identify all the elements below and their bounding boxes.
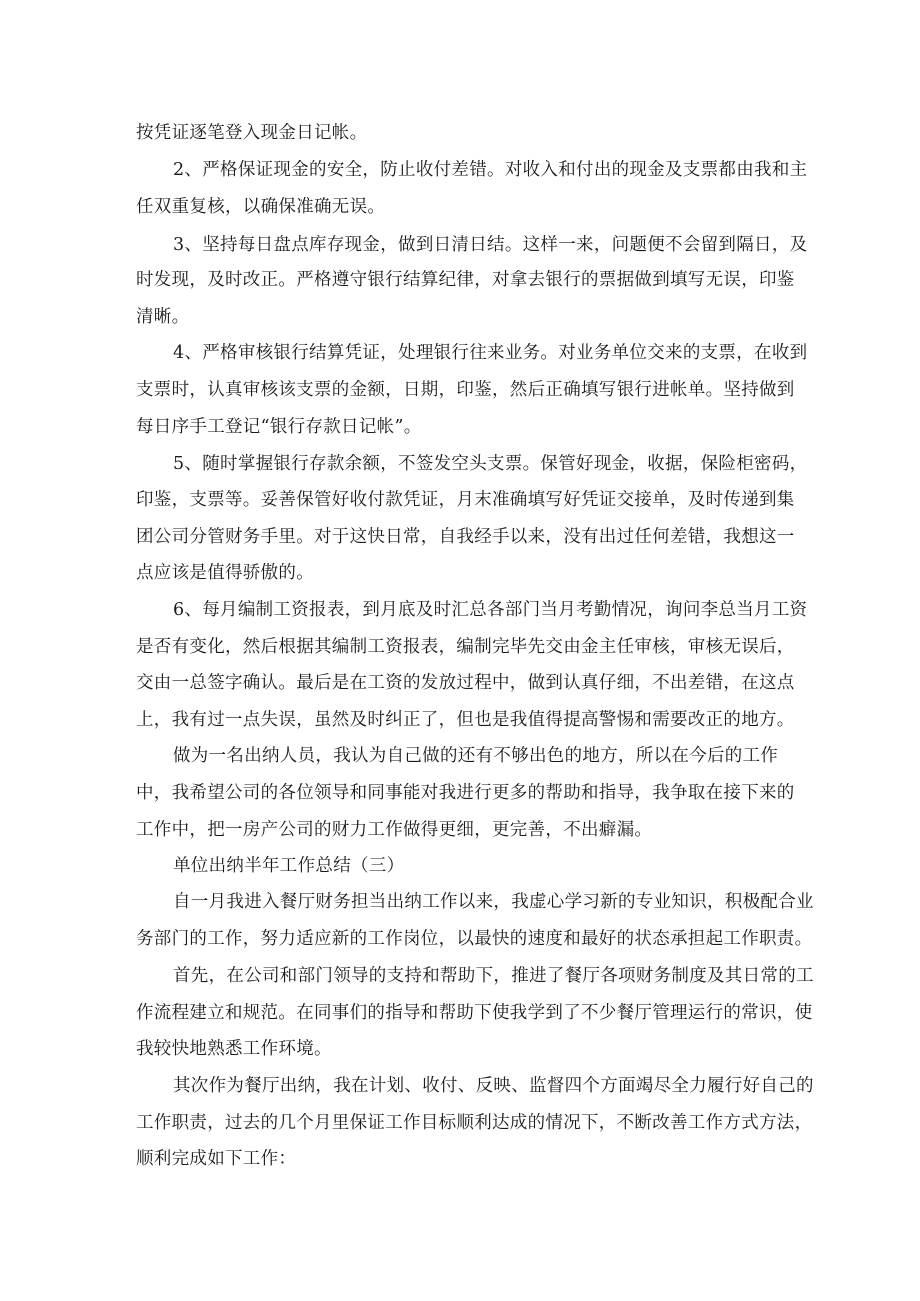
- text-line: 上，我有过一点失误，虽然及时纠正了，但也是我值得提高警惕和需要改正的地方。: [136, 710, 795, 730]
- text-line: 任双重复核，以确保准确无误。: [136, 197, 386, 217]
- text-line: 是否有变化，然后根据其编制工资报表，编制完毕先交由金主任审核，审核无误后，: [136, 637, 795, 657]
- text-line: 清晰。: [136, 307, 190, 327]
- text-line: 交由一总签字确认。最后是在工资的发放过程中，做到认真仔细，不出差错，在这点: [136, 673, 795, 693]
- text-line: 印鉴，支票等。妥善保管好收付款凭证，月末准确填写好凭证交接单，及时传递到集: [136, 490, 795, 510]
- text-line: 按凭证逐笔登入现金日记帐。: [136, 123, 368, 143]
- text-line: 时发现，及时改正。严格遵守银行结算纪律，对拿去银行的票据做到填写无误，印鉴: [136, 270, 795, 290]
- text-line: 支票时，认真审核该支票的金额，日期，印鉴，然后正确填写银行进帐单。坚持做到: [136, 380, 795, 400]
- text-line: 6、每月编制工资报表，到月底及时汇总各部门当月考勤情况，询问李总当月工资: [173, 600, 808, 620]
- section-heading: 单位出纳半年工作总结（三）: [173, 856, 405, 876]
- text-line: 中，我希望公司的各位领导和同事能对我进行更多的帮助和指导，我争取在接下来的: [136, 783, 795, 803]
- text-line: 顺利完成如下工作：: [136, 1149, 297, 1169]
- text-line: 作流程建立和规范。在同事们的指导和帮助下使我学到了不少餐厅管理运行的常识，使: [136, 1003, 813, 1023]
- text-line: 工作中，把一房产公司的财力工作做得更细，更完善，不出癖漏。: [136, 820, 653, 840]
- text-line: 自一月我进入餐厅财务担当出纳工作以来，我虚心学习新的专业知识，积极配合业: [173, 892, 814, 912]
- text-line: 团公司分管财务手里。对于这快日常，自我经手以来，没有出过任何差错，我想这一: [136, 527, 795, 547]
- text-line: 工作职责，过去的几个月里保证工作目标顺利达成的情况下，不断改善工作方式方法，: [136, 1113, 813, 1133]
- text-line: 2、严格保证现金的安全，防止收付差错。对收入和付出的现金及支票都由我和主: [173, 160, 808, 180]
- text-line: 务部门的工作，努力适应新的工作岗位，以最快的速度和最好的状态承担起工作职责。: [136, 929, 813, 949]
- text-line: 做为一名出纳人员，我认为自己做的还有不够出色的地方，所以在今后的工作: [173, 746, 779, 766]
- text-line: 3、坚持每日盘点库存现金，做到日清日结。这样一来，问题便不会留到隔日，及: [173, 235, 808, 255]
- text-line: 点应该是值得骄傲的。: [136, 563, 314, 583]
- text-line: 我较快地熟悉工作环境。: [136, 1039, 332, 1059]
- text-line: 每日序手工登记“银行存款日记帐”。: [136, 417, 422, 437]
- text-line: 其次作为餐厅出纳，我在计划、收付、反映、监督四个方面竭尽全力履行好自己的: [173, 1076, 814, 1096]
- text-line: 5、随时掌握银行存款余额，不签发空头支票。保管好现金，收据，保险柜密码，: [173, 454, 808, 474]
- text-line: 首先，在公司和部门领导的支持和帮助下，推进了餐厅各项财务制度及其日常的工: [173, 966, 814, 986]
- text-line: 4、严格审核银行结算凭证，处理银行往来业务。对业务单位交来的支票，在收到: [173, 343, 808, 363]
